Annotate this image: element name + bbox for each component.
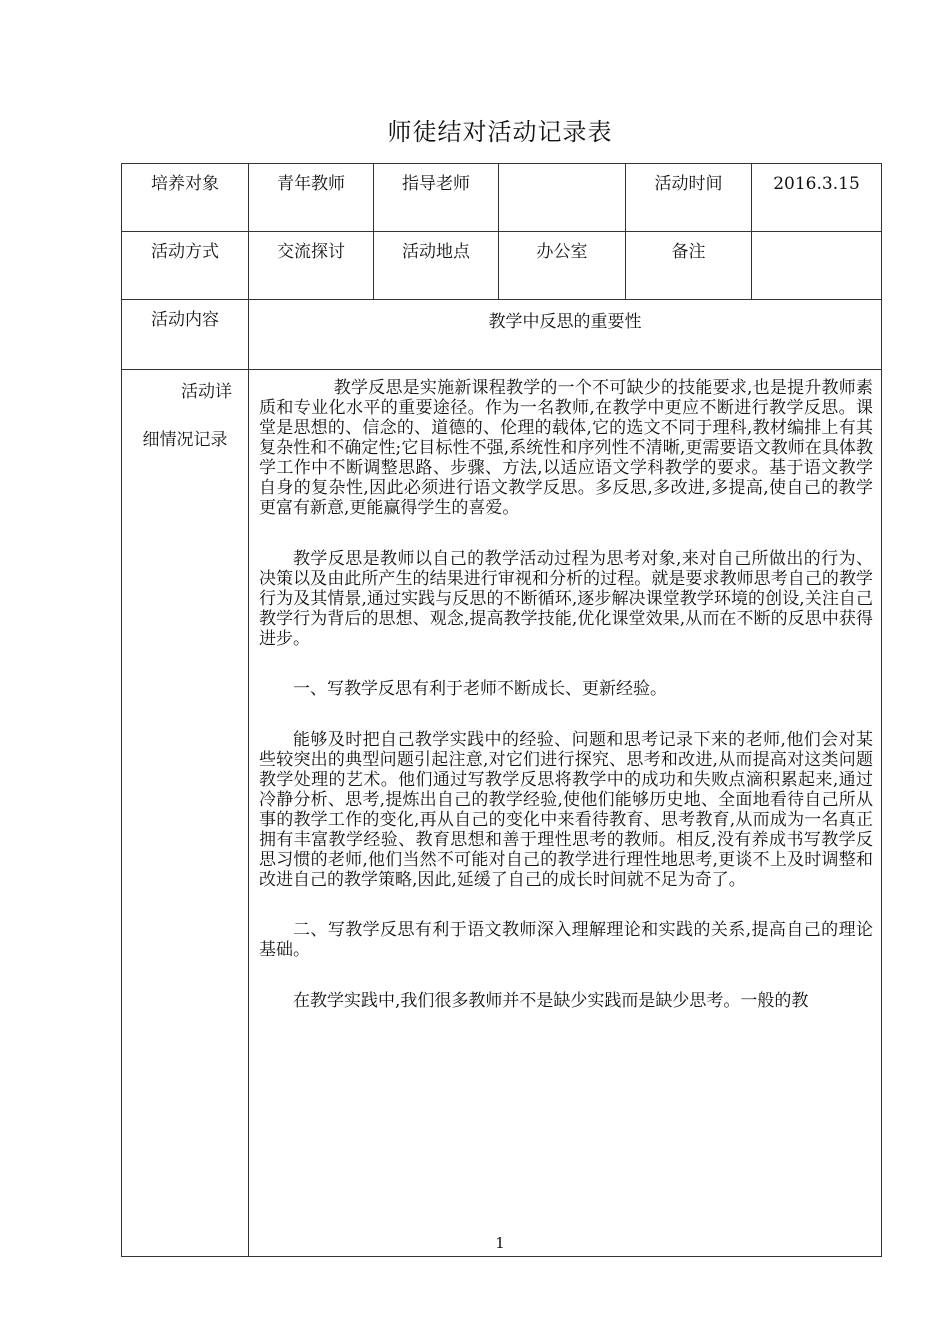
table-row — [122, 232, 882, 300]
label-activity-details — [122, 370, 249, 1257]
label-activity-details-line1: 活动详 — [181, 382, 232, 402]
label-remarks: 备注 — [626, 232, 752, 300]
value-activity-location: 办公室 — [499, 232, 626, 300]
label-mentor: 指导老师 — [374, 164, 499, 232]
activity-details-body — [249, 370, 882, 1257]
value-remarks — [752, 232, 882, 300]
label-trainee: 培养对象 — [122, 164, 249, 232]
value-mentor — [499, 164, 626, 232]
detail-paragraph: 能够及时把自己教学实践中的经验、问题和思考记录下来的老师,他们会对某些较突出的典型问题引起注意,对它们进行探究、思考和改进,从而提高对这类问题教学处理的艺术。他们通过写教学反思将教学中的成功和失败点滴积累起来,通过冷静分析、思考,提炼出自己的教学经验,使他们能够历史地、全面地看待自己所从事的教学工作的变化,再从自己的变化中来看待教育、思考教育,从而成为一名真正拥有丰富教学经验、教育思想和善于理性思考的教师。相反,没有养成书写教学反思习惯的老师,他们当然不可能对自己的教学进行理性地思考,更谈不上及时调整和改进自己的教学策略,因此,延缓了自己的成长时间就不足为奇了。 — [259, 729, 873, 890]
detail-paragraph: 在教学实践中,我们很多教师并不是缺少实践而是缺少思考。一般的教 — [293, 990, 809, 1011]
value-trainee: 青年教师 — [249, 164, 374, 232]
detail-paragraph: 教学反思是实施新课程教学的一个不可缺少的技能要求,也是提升教师素质和专业化水平的重要途径。作为一名教师,在教学中更应不断进行教学反思。课堂是思想的、信念的、道德的、伦理的载体,它的选文不同于理科,教材编排上有其复杂性和不确定性;它目标性不强,系统性和序列性不清晰,更需要语文教师在具体教学工作中不断调整思路、步骤、方法,以适应语文学科教学的要求。基于语文教学自身的复杂性,因此必须进行语文教学反思。多反思,多改进,多提高,使自己的教学更富有新意,更能赢得学生的喜爱。 — [259, 378, 873, 518]
document-title: 师徒结对活动记录表 — [387, 118, 613, 146]
page-number: 1 — [495, 1234, 505, 1252]
table-row — [122, 300, 882, 370]
label-activity-method: 活动方式 — [122, 232, 249, 300]
detail-heading: 一、写教学反思有利于老师不断成长、更新经验。 — [293, 679, 667, 699]
activity-record-table — [121, 163, 882, 1257]
label-activity-time: 活动时间 — [626, 164, 752, 232]
table-row — [122, 164, 882, 232]
table-row — [122, 370, 882, 1257]
detail-paragraph: 教学反思是教师以自己的教学活动过程为思考对象,来对自己所做出的行为、决策以及由此所产生的结果进行审视和分析的过程。就是要求教师思考自己的教学行为及其情景,通过实践与反思的不断循环,逐步解决课堂教学环境的创设,关注自己教学行为背后的思想、观念,提高教学技能,优化课堂效果,从而在不断的反思中获得进步。 — [259, 548, 873, 649]
label-activity-location: 活动地点 — [374, 232, 499, 300]
value-activity-content: 教学中反思的重要性 — [249, 300, 882, 370]
value-activity-method: 交流探讨 — [249, 232, 374, 300]
label-activity-details-line2: 细情况记录 — [142, 430, 228, 450]
label-activity-content: 活动内容 — [122, 300, 249, 370]
value-activity-time: 2016.3.15 — [752, 164, 882, 232]
detail-heading: 二、写教学反思有利于语文教师深入理解理论和实践的关系,提高自己的理论基础。 — [259, 920, 873, 960]
